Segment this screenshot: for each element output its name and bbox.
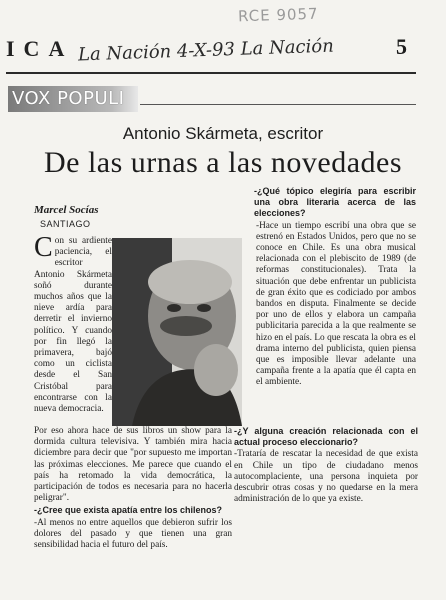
answer-3: -Trataría de rescatar la necesidad de que exista en Chile un tipo de ciudadano menos autocomplaciente, una persona inquieta por descubrir otras cosas y no quedarse en la mera administración de lo que ya existe.: [234, 449, 418, 505]
portrait-photo: [112, 238, 242, 426]
header-rule: [6, 72, 416, 74]
author-byline: Marcel Socías: [34, 204, 99, 216]
dateline: SANTIAGO: [40, 219, 91, 229]
page-number: 5: [396, 34, 407, 59]
archive-stamp: RCE 9057: [237, 4, 319, 26]
bottom-left-column: [34, 426, 232, 552]
section-letters: ICA: [6, 36, 74, 61]
lead-paragraph: [34, 232, 112, 415]
question-2: -¿Qué tópico elegiría para escribir una obra literaria acerca de las elecciones?: [254, 186, 416, 219]
article-subtitle: Antonio Skármeta, escritor: [122, 124, 324, 143]
portrait-photo-icon: [112, 238, 242, 426]
bottom-right-column: [234, 426, 418, 506]
question-3: -¿Y alguna creación relacionada con el actual proceso eleccionario?: [234, 426, 418, 448]
lead-paragraph-text: on su ardiente paciencia, el escritor Antonio Skármeta soñó durante muchos años que la nieve ardía para derretir el invierno político. Y cuando por fin llegó la primavera, bajó como un ciclista desde el San Cristóbal para encontrarse con la nueva democracia.: [34, 236, 112, 415]
handwritten-date-note: La Nación 4-X-93 La Nación: [77, 35, 335, 66]
right-column: [226, 186, 416, 390]
section-banner-label: VOX POPULI: [12, 88, 125, 109]
lead-paragraph-continued: Por eso ahora hace de sus libros un show para la dormida cultura televisiva. Y también mira hacia diciembre para decir que "por supuesto me importan las próximas elecciones. Me parece que cuando el país ha retomado la vida democrática, la participación de todos es necesaria para no hacerla peligrar".: [34, 426, 232, 504]
lead-paragraph-column: [34, 232, 112, 416]
article-headline: De las urnas a las novedades: [43, 146, 403, 179]
drop-cap: C: [34, 232, 53, 263]
question-1: -¿Cree que exista apatía entre los chilenos?: [34, 505, 223, 516]
answer-1: -Al menos no entre aquellos que debieron sufrir los dolores del pasado y que tienen una gran sensibilidad hacia el futuro del país.: [34, 517, 232, 551]
banner-rule: [140, 104, 416, 105]
answer-2: -Hace un tiempo escribí una obra que se estrenó en Estados Unidos, pero que no se conoce en Chile. Es una obra musical relacionada con el plebiscito de 1989 (de reformas constitucionales). Trata la situación que debe enfrentar un publicista de gran éxito que es codiciado por ambos bandos en disputa. Finalmente se decide por uno de ellos y elabora un campaña publicitaria parecida a la que realmente se hizo en el país. Lo que rescata la obra es el drama interno del publicista, quien piensa que es imposible llevar adelante una campaña frente a la apatía que él capta en el ambiente.: [256, 220, 416, 388]
